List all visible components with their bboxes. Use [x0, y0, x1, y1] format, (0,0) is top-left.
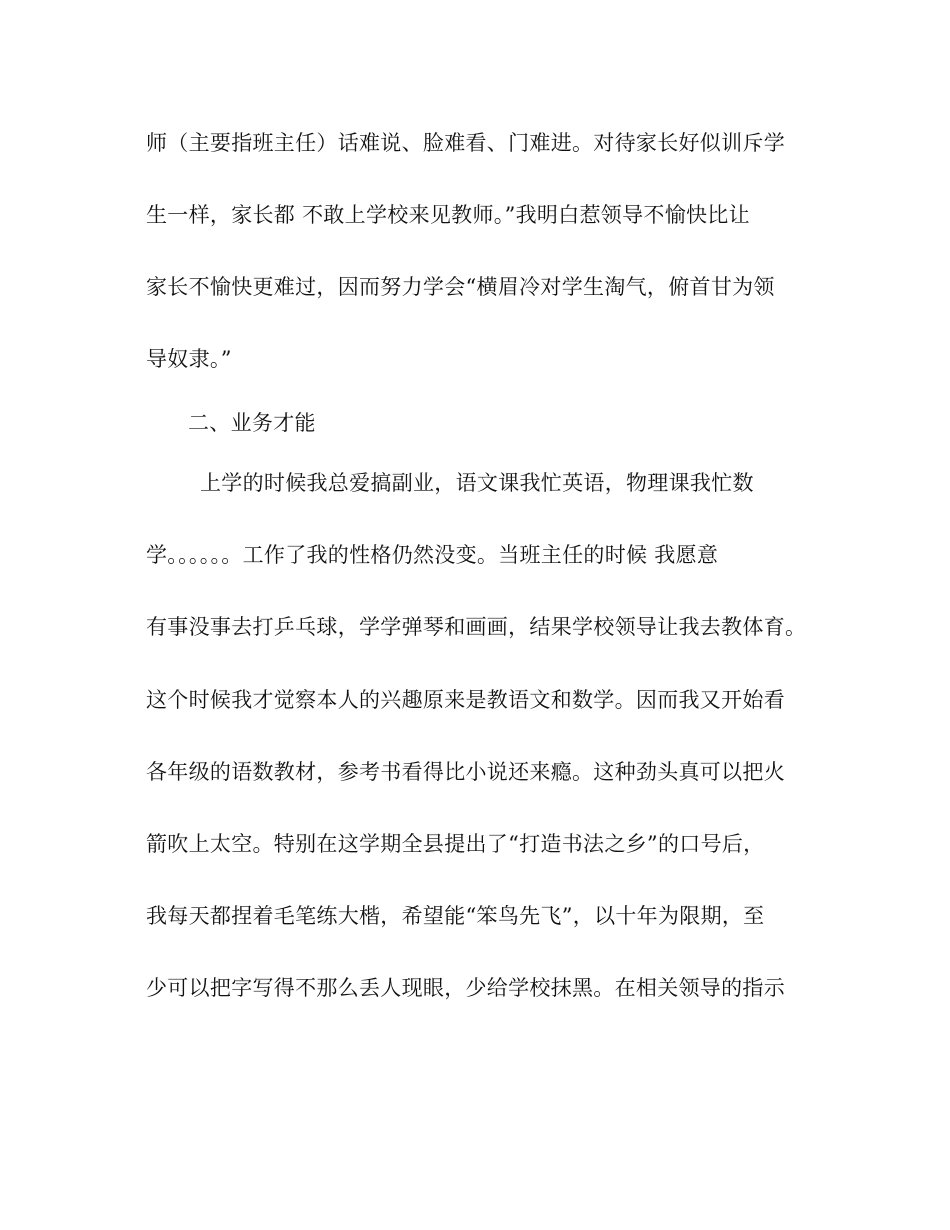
paragraph-line: 学。。。。。。工作了我的性格仍然没变。当班主任的时候 我愿意	[146, 543, 719, 567]
section-heading: 二、业务才能	[188, 411, 316, 435]
paragraph-line: 生一样，家长都 不敢上学校来见教师。”我明白惹领导不愉快比让	[146, 203, 750, 227]
paragraph-line: 我每天都捏着毛笔练大楷，希望能“笨鸟先飞”，以十年为限期，至	[146, 904, 765, 928]
paragraph-line: 上学的时候我总爱搞副业，语文课我忙英语，物理课我忙数	[200, 471, 754, 495]
paragraph-line: 各年级的语数教材，参考书看得比小说还来瘾。这种劲头真可以把火	[146, 760, 785, 784]
paragraph-line: 家长不愉快更难过，因而努力学会“横眉冷对学生淘气，俯首甘为领	[146, 275, 775, 299]
paragraph-line: 箭吹上太空。特别在这学期全县提出了“打造书法之乡”的口号后，	[146, 832, 765, 856]
paragraph-line: 少可以把字写得不那么丢人现眼，少给学校抹黑。在相关领导的指示	[146, 976, 785, 1000]
paragraph-line: 师（主要指班主任）话难说、脸难看、门难进。对待家长好似训斥学	[146, 131, 785, 155]
paragraph-line: 这个时候我才觉察本人的兴趣原来是教语文和数学。因而我又开始看	[146, 688, 785, 712]
paragraph-line: 有事没事去打乒乓球，学学弹琴和画画，结果学校领导让我去教体育。	[146, 615, 807, 639]
paragraph-line: 导奴隶。”	[146, 347, 232, 371]
